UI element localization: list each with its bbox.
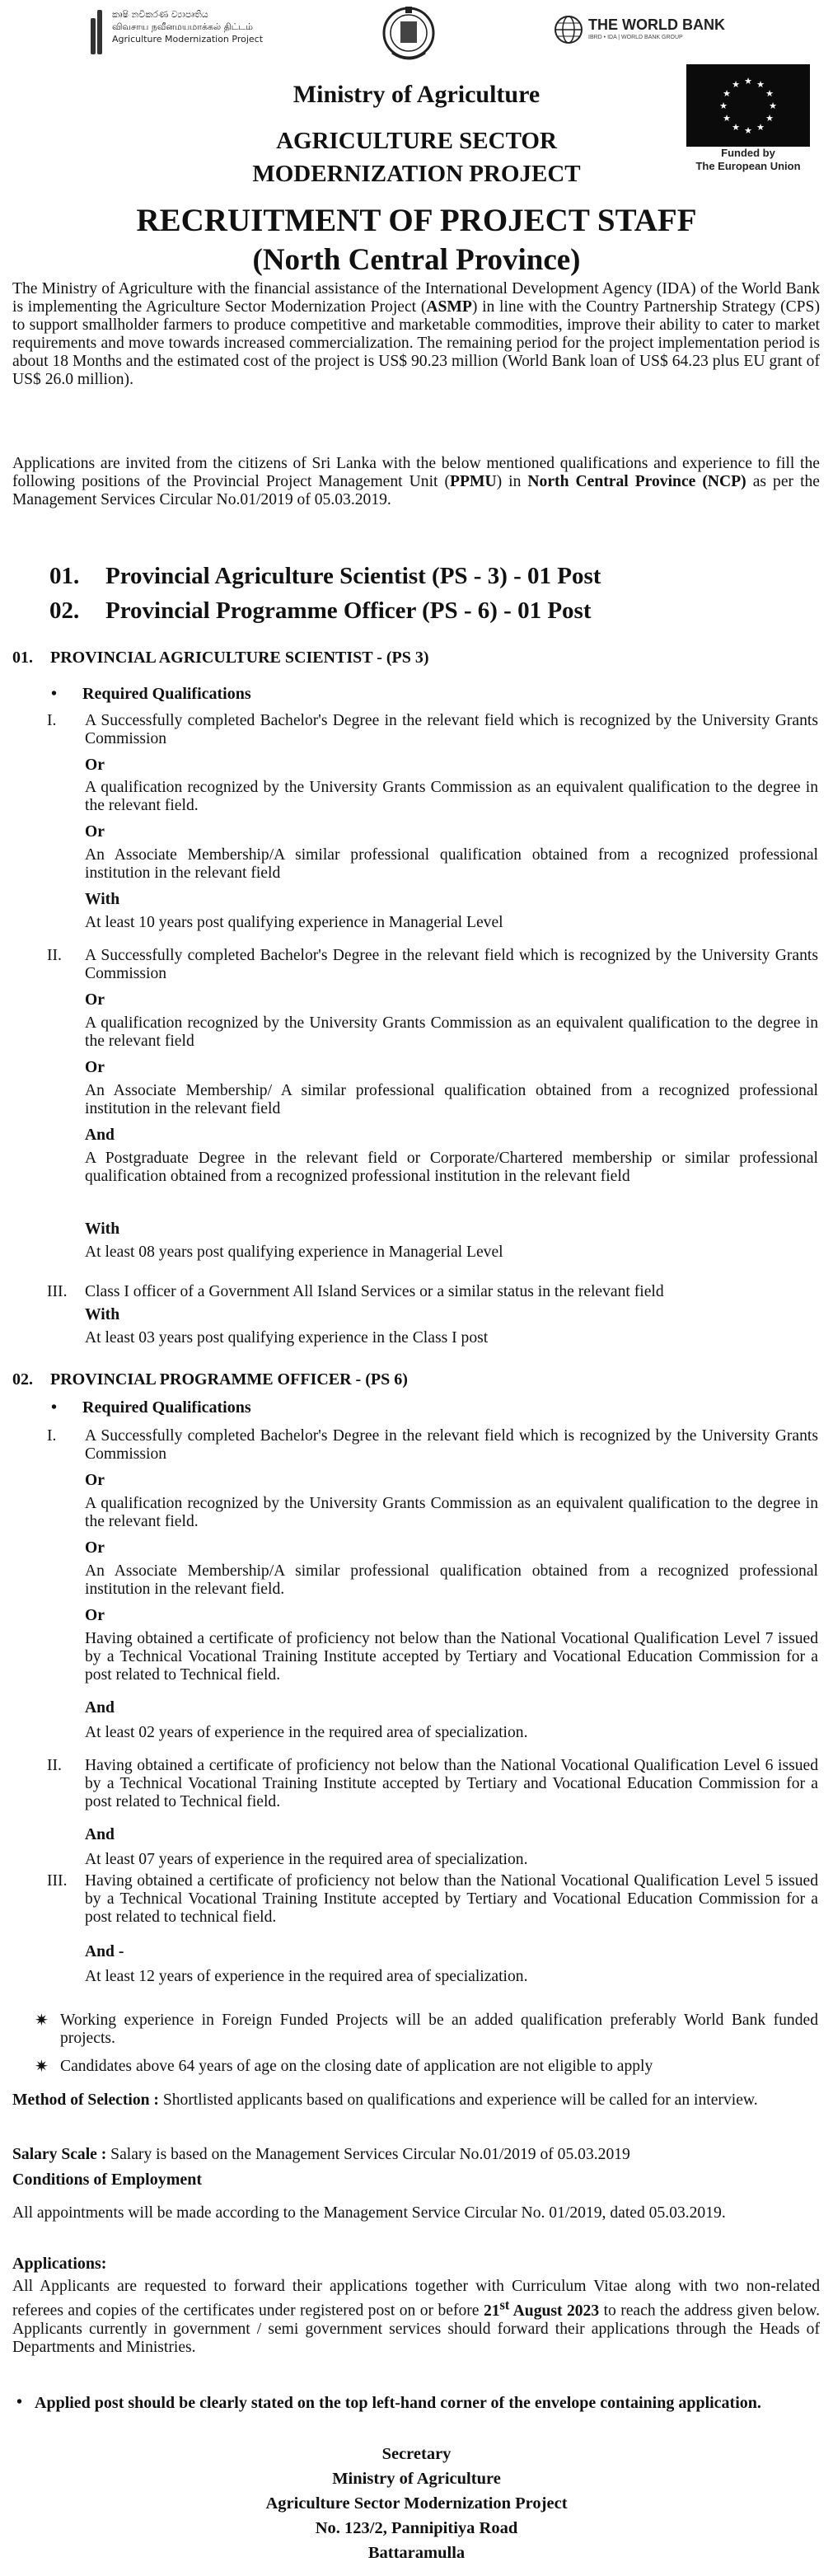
post-title: Provincial Agriculture Scientist (PS - 3) - 01 Post [105, 563, 601, 589]
svg-text:★: ★ [744, 125, 752, 136]
project-heading-line2: MODERNIZATION PROJECT [252, 161, 581, 187]
svg-text:★: ★ [723, 88, 731, 99]
selection-text: Shortlisted applicants based on qualifications and experience will be called for an interview. [158, 2091, 758, 2109]
asterisk-icon: ✷ [35, 2058, 49, 2076]
s2-I-or-3: Or [85, 1607, 105, 1624]
asmp-logo-text [112, 8, 263, 45]
s1-I-exp: At least 10 years post qualifying experience in Managerial Level [85, 914, 503, 931]
post-item-2 [49, 597, 592, 625]
s1-II-with: With [85, 1220, 120, 1238]
svg-text:★: ★ [723, 113, 731, 124]
intro-paragraph-2 [12, 455, 820, 509]
project-heading-line1: AGRICULTURE SECTOR [276, 128, 557, 154]
post-number: 02. [49, 597, 80, 624]
s2-II-nvq: Having obtained a certificate of proficiency not below than the National Vocational Qualification Level 6 issued by a Technical Vocational Training Institute accepted by Tertiary and Vocational Education Commission for a post related to Technical field. [85, 1757, 818, 1810]
s2-I-or-1: Or [85, 1472, 105, 1489]
ministry-heading: Ministry of Agriculture [292, 81, 541, 108]
intro-p1-text-b: ) in line with the Country Partnership Strategy (CPS) to support smallholder farmers to produce competitive and marketable commodities, improve their ability to cater to market requirements and move towards increased commercialization. The remaining period for the project implementation period is about 18 Months and the estimated cost of the project is US$ 90.23 million (World Bank loan of US$ 64.23 plus EU grant of US$ 26.0 million). [12, 298, 820, 388]
s1-roman-I: I. [47, 712, 57, 729]
salary-label: Salary Scale : [12, 2146, 107, 2163]
s1-II-exp: At least 08 years post qualifying experience in Managerial Level [85, 1244, 503, 1261]
section-1-required-qualifications [51, 685, 251, 704]
svg-text:★: ★ [732, 122, 740, 133]
method-of-selection [12, 2091, 820, 2110]
asmp-logo [91, 7, 288, 64]
closing-date-suffix: st [499, 2297, 510, 2312]
address-line-4: No. 123/2, Pannipitiya Road [315, 2519, 518, 2537]
conditions-heading: Conditions of Employment [12, 2171, 203, 2189]
s2-I-exp: At least 02 years of experience in the required area of specialization. [85, 1724, 528, 1741]
s1-III-text: Class I officer of a Government All Island Services or a similar status in the relevant field [85, 1283, 664, 1300]
salary-text: Salary is based on the Management Services Circular No.01/2019 of 05.03.2019 [106, 2146, 630, 2163]
s1-III-with: With [85, 1306, 120, 1323]
svg-text:★: ★ [756, 79, 765, 90]
bullet-icon: • [16, 2393, 23, 2411]
asmp-logo-english: Agriculture Modernization Project [112, 34, 264, 44]
eu-caption-line2: The European Union [695, 160, 801, 172]
s2-III-nvq: Having obtained a certificate of proficiency not below than the National Vocational Qualification Level 5 issued by a Technical Vocational Training Institute accepted by Tertiary and Vocational Education Commission for a post related to technical field. [85, 1872, 818, 1926]
s2-roman-III: III. [47, 1872, 68, 1890]
asmp-leaf-icon [91, 10, 104, 56]
s2-I-and: And [85, 1699, 115, 1717]
asterisk-icon: ✷ [35, 2012, 49, 2030]
closing-date-day: 21 [483, 2302, 500, 2320]
intro-p1-text-a: The Ministry of Agriculture with the financial assistance of the International Development Agency (IDA) of the World Bank is implementing the Agriculture Sector Modernization Project ( [12, 280, 820, 316]
applications-text-a: All Applicants are requested to forward their applications together with Curriculum Vitae along with two non-related referees and copies of the certificates under registered post on or before [12, 2278, 820, 2320]
svg-text:★: ★ [756, 122, 765, 133]
s2-I-degree: A Successfully completed Bachelor's Degree in the relevant field which is recognized by the University Grants Commission [85, 1427, 818, 1463]
s1-III-exp: At least 03 years post qualifying experience in the Class I post [85, 1329, 489, 1347]
post-number: 01. [49, 563, 80, 589]
s1-I-or-1: Or [85, 756, 105, 774]
svg-text:★: ★ [769, 101, 777, 111]
s2-I-or-2: Or [85, 1539, 105, 1557]
intro-p2-text-b: ) in [496, 473, 528, 490]
svg-text:★: ★ [719, 101, 728, 111]
world-bank-globe-icon [554, 15, 583, 44]
world-bank-subtitle: IBRD • IDA | WORLD BANK GROUP [588, 35, 683, 40]
s1-I-or-2: Or [85, 823, 105, 841]
applications-text-b: to reach the address given below. Applicants currently in government / semi government services should forward their applications through the Heads of Departments and Ministries. [12, 2302, 821, 2356]
s2-I-assoc: An Associate Membership/A similar professional qualification obtained from a recognized professional institution in the relevant field. [85, 1562, 818, 1598]
asmp-logo-tamil: விவசாய நவீனமயமாக்கல் திட்டம் [112, 21, 254, 32]
intro-p2-text-a: Applications are invited from the citizens of Sri Lanka with the below mentioned qualifications and experience to fill the following positions of the Provincial Project Management Unit ( [12, 455, 820, 490]
svg-text:★: ★ [765, 88, 774, 99]
s2-II-and: And [85, 1826, 115, 1843]
intro-p1-asmp: ASMP [426, 298, 472, 316]
s2-III-exp: At least 12 years of experience in the required area of specialization. [85, 1968, 528, 1985]
world-bank-name: THE WORLD BANK [588, 16, 725, 33]
address-line-5: Battaramulla [367, 2544, 466, 2562]
s1-roman-II: II. [47, 947, 62, 964]
bullet-label: Required Qualifications [82, 1398, 251, 1417]
section-number: 01. [12, 649, 33, 667]
note-age-limit: Candidates above 64 years of age on the closing date of application are not eligible to apply [60, 2058, 653, 2075]
intro-paragraph-1 [12, 280, 820, 389]
s1-II-degree: A Successfully completed Bachelor's Degree in the relevant field which is recognized by the University Grants Commission [85, 947, 818, 982]
svg-text:★: ★ [744, 76, 752, 87]
section-2-required-qualifications [51, 1398, 251, 1417]
asmp-logo-sinhala: කෘෂි නවීකරණ ව්‍යාපෘතිය [112, 9, 208, 20]
province-subtitle: (North Central Province) [252, 243, 581, 277]
s1-II-ugc: A qualification recognized by the University Grants Commission as an equivalent qualification to the degree in the relevant field [85, 1014, 818, 1050]
conditions-text: All appointments will be made according to the Management Service Circular No. 01/2019, dated 05.03.2019. [12, 2204, 726, 2222]
svg-text:★: ★ [732, 79, 740, 90]
s1-II-and: And [85, 1126, 115, 1144]
closing-date [483, 2297, 600, 2320]
s2-roman-II: II. [47, 1757, 62, 1774]
selection-label: Method of Selection : [12, 2091, 159, 2109]
s1-I-assoc: An Associate Membership/A similar professional qualification obtained from a recognized professional institution in the relevant field [85, 846, 818, 882]
bullet-icon: • [51, 685, 58, 703]
address-line-1: Secretary [381, 2445, 452, 2463]
applications-text [12, 2278, 820, 2357]
world-bank-logo [554, 13, 760, 54]
s1-I-degree: A Successfully completed Bachelor's Degree in the relevant field which is recognized by the University Grants Commission [85, 712, 818, 747]
s1-II-assoc: An Associate Membership/ A similar professional qualification obtained from a recognized professional institution in the relevant field [85, 1082, 818, 1117]
section-2-heading [12, 1370, 408, 1389]
section-number: 02. [12, 1370, 33, 1389]
s2-I-nvq: Having obtained a certificate of proficiency not below than the National Vocational Qualification Level 7 issued by a Technical Vocational Training Institute accepted by Tertiary and Vocational Education Commission for a post related to Technical field. [85, 1630, 818, 1684]
bullet-icon: • [51, 1398, 58, 1417]
applied-post-note: Applied post should be clearly stated on the top left-hand corner of the envelope containing application. [35, 2394, 761, 2412]
intro-p2-ncp: North Central Province (NCP) [527, 473, 746, 490]
s1-I-ugc: A qualification recognized by the University Grants Commission as an equivalent qualification to the degree in the relevant field. [85, 779, 818, 814]
eu-caption-line1: Funded by [721, 147, 775, 159]
salary-scale [12, 2146, 820, 2164]
post-item-1 [49, 563, 601, 590]
note-foreign-funded: Working experience in Foreign Funded Projects will be an added qualification preferably World Bank funded projects. [60, 2012, 818, 2047]
s2-roman-I: I. [47, 1427, 57, 1445]
intro-p2-text-c: as per the Management Services Circular No.01/2019 of 05.03.2019. [12, 473, 821, 508]
section-title: PROVINCIAL AGRICULTURE SCIENTIST - (PS 3) [50, 649, 429, 667]
s1-I-with: With [85, 891, 120, 908]
s2-III-and: And - [85, 1943, 124, 1960]
s2-II-exp: At least 07 years of experience in the required area of specialization. [85, 1851, 528, 1868]
closing-date-rest: August 2023 [509, 2302, 600, 2320]
recruitment-title: RECRUITMENT OF PROJECT STAFF [136, 203, 697, 238]
bullet-label: Required Qualifications [82, 685, 251, 703]
s2-I-ugc: A qualification recognized by the University Grants Commission as an equivalent qualification to the degree in the relevant field. [85, 1495, 818, 1530]
address-line-2: Ministry of Agriculture [332, 2470, 501, 2488]
applications-heading: Applications: [12, 2255, 107, 2273]
s1-II-pg: A Postgraduate Degree in the relevant field or Corporate/Chartered membership or similar professional qualification obtained from a recognized professional institution in the relevant field [85, 1150, 818, 1185]
s1-roman-III: III. [47, 1283, 68, 1300]
intro-p2-ppmu: PPMU [450, 473, 497, 490]
section-1-heading [12, 649, 429, 667]
sri-lanka-emblem-icon [381, 2, 437, 66]
address-line-3: Agriculture Sector Modernization Project [265, 2494, 568, 2513]
section-title: PROVINCIAL PROGRAMME OFFICER - (PS 6) [50, 1370, 408, 1389]
s1-II-or-2: Or [85, 1059, 105, 1076]
svg-text:★: ★ [765, 113, 774, 124]
s1-II-or-1: Or [85, 991, 105, 1009]
post-title: Provincial Programme Officer (PS - 6) - 01 Post [105, 597, 592, 624]
